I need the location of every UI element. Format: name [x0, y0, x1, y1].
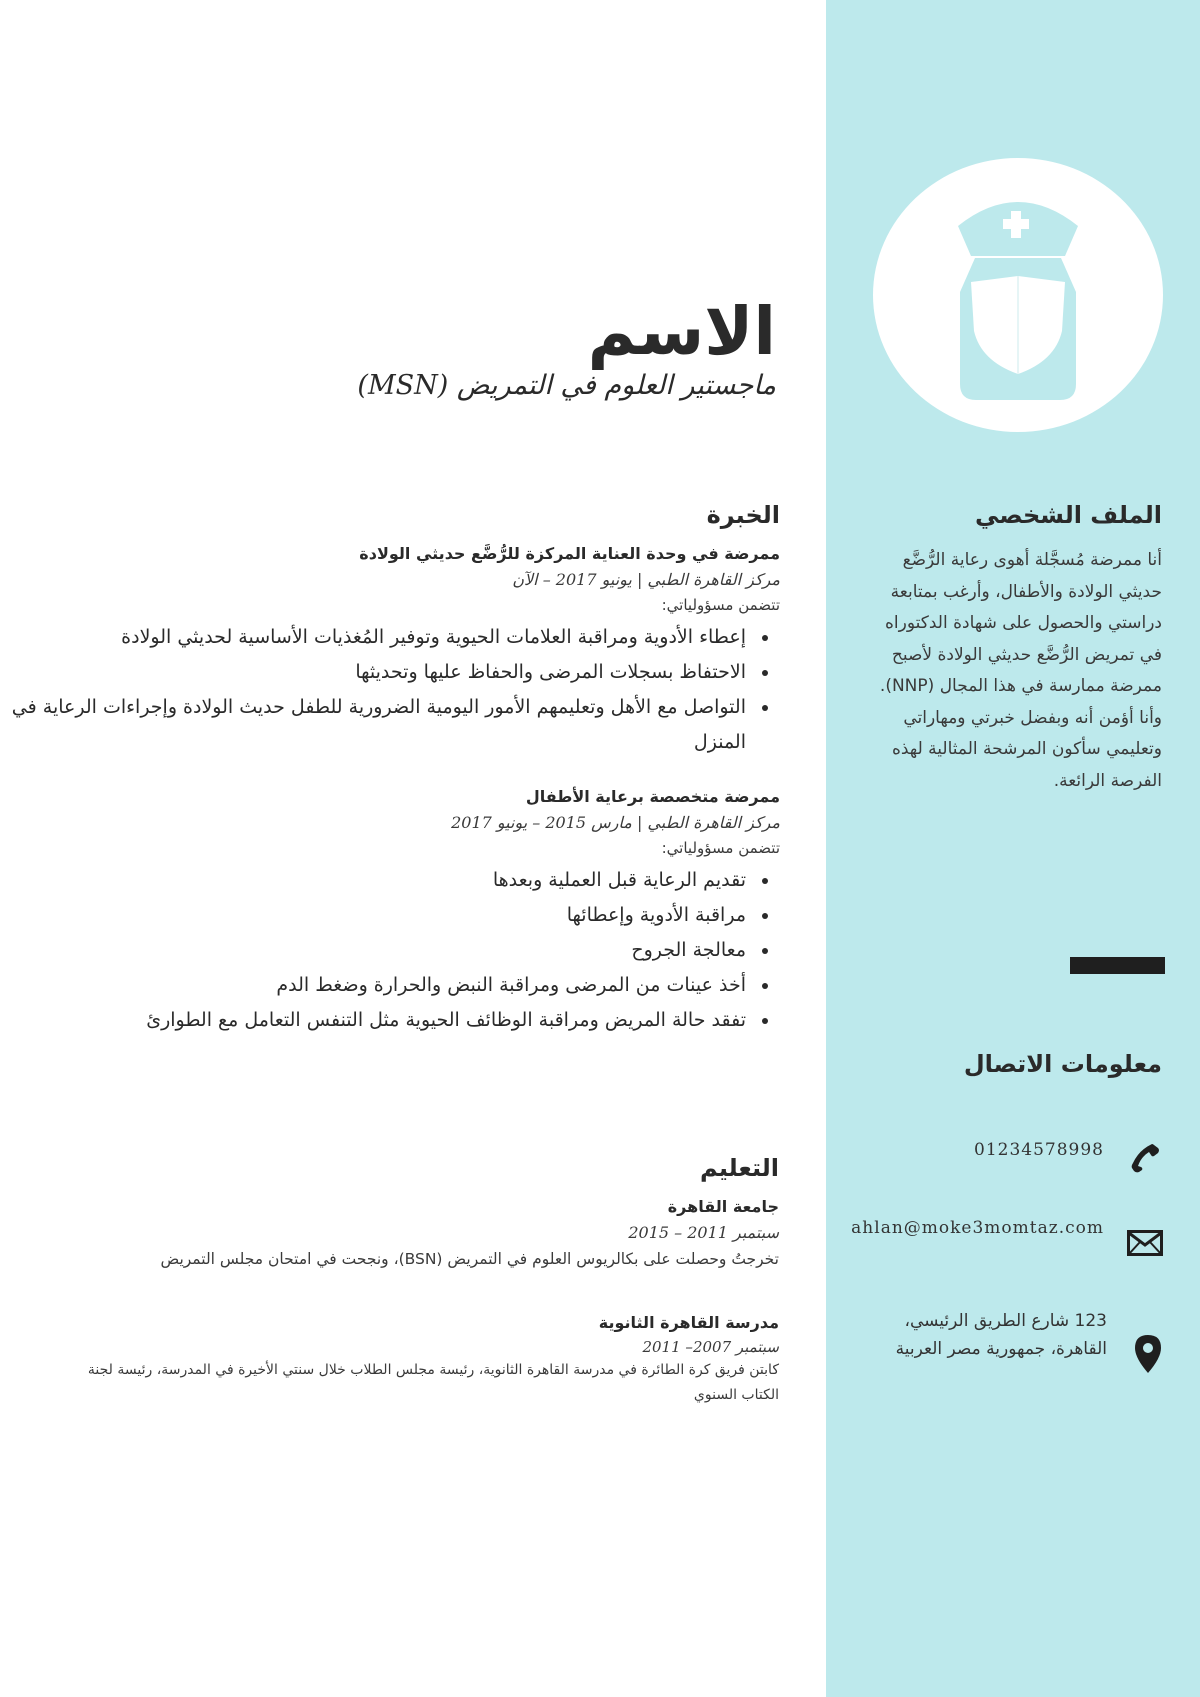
- address-line: القاهرة، جمهورية مصر العربية: [895, 1339, 1107, 1359]
- list-item: • أخذ عينات من المرضى ومراقبة النبض والحرارة وضغط الدم: [10, 968, 750, 1003]
- education-entry: [9, 1310, 779, 1408]
- job-title: ممرضة متخصصة برعاية الأطفال: [525, 787, 780, 806]
- list-item: • إعطاء الأدوية ومراقبة العلامات الحيوية وتوفير المُغذيات الأساسية لحديثي الولادة: [10, 620, 750, 655]
- job-title: ممرضة في وحدة العناية المركزة للرُّضَّع حديثي الولادة: [359, 544, 780, 563]
- address-line: 123 شارع الطريق الرئيسي،: [904, 1311, 1107, 1331]
- list-item: • تقديم الرعاية قبل العملية وبعدها: [10, 863, 750, 898]
- education-dates: سبتمبر 2011 – 2015: [628, 1223, 779, 1242]
- avatar: [873, 158, 1163, 432]
- list-item: • تفقد حالة المريض ومراقبة الوظائف الحيوية مثل التنفس التعامل مع الطوارئ: [10, 1003, 750, 1038]
- responsibilities-list: [10, 863, 780, 1038]
- divider-bar: [1070, 957, 1165, 974]
- list-item: • مراقبة الأدوية وإعطائها: [10, 898, 750, 933]
- contact-title: معلومات الاتصال: [963, 1050, 1162, 1078]
- job-lead: تتضمن مسؤولياتي:: [661, 596, 780, 614]
- address: [896, 1307, 1107, 1363]
- nurse-icon: [873, 158, 1163, 432]
- education-entry: [9, 1194, 779, 1272]
- email-address[interactable]: ahlan@moke3momtaz.com: [851, 1218, 1104, 1238]
- experience-title: الخبرة: [706, 501, 780, 529]
- envelope-icon: [1127, 1230, 1163, 1256]
- job-lead: تتضمن مسؤولياتي:: [661, 839, 780, 857]
- responsibilities-list: [10, 620, 780, 760]
- education-title: التعليم: [700, 1154, 779, 1182]
- phone-icon: [1130, 1143, 1160, 1173]
- school-name: جامعة القاهرة: [667, 1197, 779, 1216]
- profile-title: الملف الشخصي: [975, 501, 1162, 529]
- profile-text: أنا ممرضة مُسجَّلة أهوى رعاية الرُّضَّع حديثي الولادة والأطفال، وأرغب بمتابعة دراستي والحصول على شهادة الدكتوراه في تمريض الرُّضَّع حديثي الولادة لأصبح ممرضة ممارسة في هذا المجال (NNP). وأنا أؤمن أنه وبفضل خبرتي ومهاراتي وتعليمي سأكون المرشحة المثالية لهذه الفرصة الرائعة.: [879, 550, 1162, 791]
- list-item: • معالجة الجروح: [10, 933, 750, 968]
- list-item: • الاحتفاظ بسجلات المرضى والحفاظ عليها وتحديثها: [10, 655, 750, 690]
- job-meta: مركز القاهرة الطبي | يونيو 2017 – الآن: [512, 570, 780, 589]
- list-item: • التواصل مع الأهل وتعليمهم الأمور اليومية الضرورية للطفل حديث الولادة وإجراءات الرعاية في المنزل: [10, 690, 750, 760]
- education-dates: سبتمبر 2007– 2011: [642, 1338, 779, 1356]
- candidate-name: الاسم: [587, 293, 776, 370]
- phone-number[interactable]: 01234578998: [974, 1140, 1104, 1160]
- school-name: مدرسة القاهرة الثانوية: [598, 1313, 779, 1332]
- degree-subtitle: ماجستير العلوم في التمريض (MSN): [357, 370, 776, 401]
- experience-section: [10, 497, 780, 1038]
- education-section: [9, 1150, 779, 1408]
- education-description: تخرجتُ وحصلت على بكالريوس العلوم في التمريض (BSN)، ونجحت في امتحان مجلس التمريض: [160, 1250, 779, 1268]
- location-pin-icon: [1134, 1334, 1162, 1374]
- job-meta: مركز القاهرة الطبي | مارس 2015 – يونيو 2017: [451, 813, 780, 832]
- job-entry: [10, 784, 780, 1038]
- education-description: كابتن فريق كرة الطائرة في مدرسة القاهرة الثانوية، رئيسة مجلس الطلاب خلال سنتي الأخيرة في المدرسة، رئيسة لجنة الكتاب السنوي: [87, 1362, 779, 1403]
- job-entry: [10, 541, 780, 760]
